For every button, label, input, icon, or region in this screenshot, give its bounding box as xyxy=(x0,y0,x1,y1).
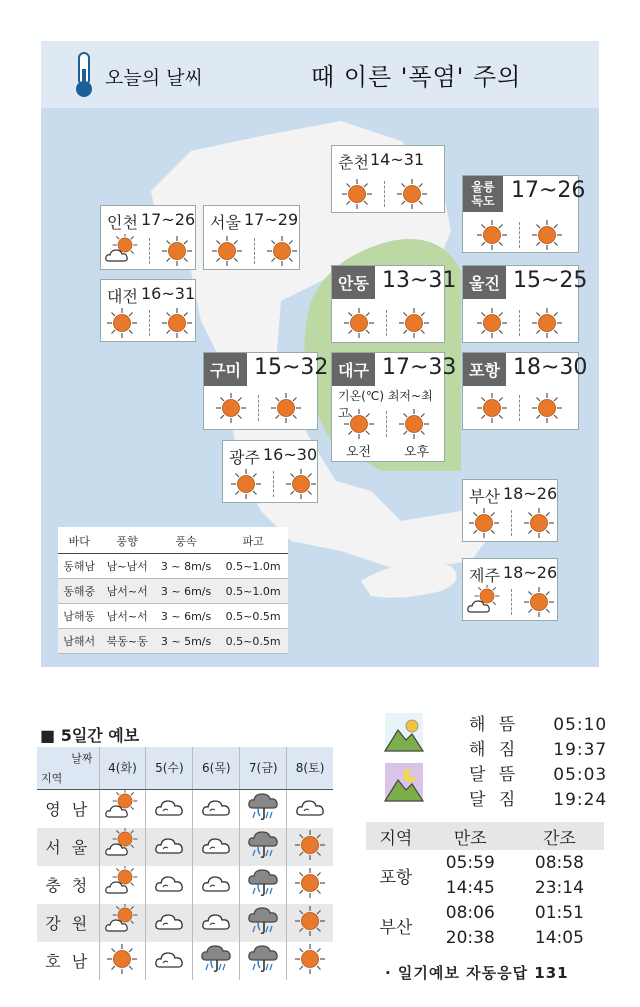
cloud-icon xyxy=(152,904,186,938)
city-name-box: 울릉 독도 xyxy=(463,176,503,212)
city-temp: 16~30 xyxy=(263,445,318,464)
city-daejeon xyxy=(100,279,196,342)
sun-icon xyxy=(269,391,303,425)
city-jeju xyxy=(462,558,558,621)
footer-hotline: · 일기예보 자동응답 131 xyxy=(385,964,569,982)
city-andong xyxy=(331,265,457,343)
table-row xyxy=(37,904,333,942)
table-row xyxy=(37,942,333,980)
rain-icon xyxy=(199,942,233,976)
sun-icon xyxy=(214,391,248,425)
thermometer-icon xyxy=(71,51,97,99)
sun-icon xyxy=(293,942,327,976)
region-name: 충 청 xyxy=(37,866,99,904)
city-busan xyxy=(462,479,558,542)
city-pohang xyxy=(462,352,588,430)
city-temp: 17~26 xyxy=(141,210,196,229)
city-name-box: 대구 xyxy=(332,353,375,386)
tide-region: 포항 xyxy=(379,867,413,888)
day-header: 4(화) xyxy=(99,747,146,789)
tide-region: 부산 xyxy=(379,917,413,938)
sun-icon xyxy=(475,218,509,252)
legend-pm: 오후 xyxy=(404,445,430,460)
tide-header: 만조 xyxy=(426,822,515,850)
city-temp: 15~25 xyxy=(513,268,588,293)
city-name: 인천 xyxy=(107,213,138,232)
city-temp: 17~33 xyxy=(382,355,457,380)
partly-sunny-icon xyxy=(105,828,139,862)
forecast-title: ■ 5일간 예보 xyxy=(40,726,140,745)
sunrise-row: 해 뜸 05:10 xyxy=(469,715,608,735)
sunset-row: 해 짐 19:37 xyxy=(469,740,608,760)
map-header xyxy=(41,41,599,108)
city-incheon xyxy=(100,205,196,270)
sun-icon xyxy=(397,407,431,441)
cloud-icon xyxy=(199,828,233,862)
moonrise-row: 달 뜸 05:03 xyxy=(469,765,608,785)
sea-header: 파고 xyxy=(218,527,288,554)
region-name: 영 남 xyxy=(37,789,99,828)
city-temp: 18~26 xyxy=(503,563,558,582)
sun-icon xyxy=(160,234,194,268)
rain-icon xyxy=(246,866,280,900)
cloud-icon xyxy=(152,828,186,862)
city-name: 서울 xyxy=(210,213,241,232)
city-temp: 18~30 xyxy=(513,355,588,380)
region-name: 서 울 xyxy=(37,828,99,866)
table-row: 남해서 북동~동 3 ~ 5m/s 0.5~0.5m xyxy=(58,629,288,654)
rain-icon xyxy=(246,790,280,824)
sun-icon xyxy=(210,234,244,268)
sunrise-mountain-icon xyxy=(384,712,424,752)
sun-icon xyxy=(475,391,509,425)
city-gumi xyxy=(203,352,329,430)
sun-icon xyxy=(160,306,194,340)
city-ulleung xyxy=(462,175,586,253)
legend-caption: 기온(℃) 최저~최고 xyxy=(338,389,433,420)
city-temp: 16~31 xyxy=(141,284,196,303)
city-gwangju xyxy=(222,440,318,503)
city-temp: 17~26 xyxy=(511,178,586,203)
table-row: 14:45 23:14 xyxy=(445,877,584,898)
partly-sunny-icon xyxy=(105,866,139,900)
sun-icon xyxy=(395,177,429,211)
sea-header: 바다 xyxy=(58,527,100,554)
cloud-icon xyxy=(152,866,186,900)
sun-icon xyxy=(229,467,263,501)
city-name-box: 울진 xyxy=(463,266,506,299)
table-row xyxy=(37,828,333,866)
sun-icon xyxy=(467,506,501,540)
corner-header: 날짜 지역 xyxy=(37,747,99,789)
legend-am: 오전 xyxy=(346,445,372,460)
moon-mountain-icon xyxy=(384,762,424,802)
cloud-icon xyxy=(199,866,233,900)
city-name: 제주 xyxy=(469,566,500,585)
table-row: 동해중 남서~서 3 ~ 6m/s 0.5~1.0m xyxy=(58,579,288,604)
sun-icon xyxy=(293,828,327,862)
city-name-box: 안동 xyxy=(332,266,375,299)
sun-icon xyxy=(342,306,376,340)
city-name-box: 포항 xyxy=(463,353,506,386)
headline: 때 이른 '폭염' 주의 xyxy=(311,63,522,91)
cloud-icon xyxy=(152,790,186,824)
sun-icon xyxy=(105,942,139,976)
cloud-icon xyxy=(199,904,233,938)
day-header: 8(토) xyxy=(287,747,333,789)
day-header: 7(금) xyxy=(240,747,287,789)
partly-sunny-icon xyxy=(105,790,139,824)
rain-icon xyxy=(246,904,280,938)
sun-icon xyxy=(530,218,564,252)
table-row: 포항 05:59 08:58 xyxy=(366,850,604,875)
city-name: 광주 xyxy=(229,448,260,467)
sun-icon xyxy=(284,467,318,501)
table-row: 남해동 남서~서 3 ~ 6m/s 0.5~0.5m xyxy=(58,604,288,629)
sun-icon xyxy=(265,234,299,268)
tide-table xyxy=(366,822,604,950)
city-name: 춘천 xyxy=(338,153,369,172)
sea-conditions-table xyxy=(58,527,288,654)
city-temp: 18~26 xyxy=(503,484,558,503)
city-temp: 14~31 xyxy=(370,150,425,169)
five-day-forecast-table xyxy=(37,747,333,980)
partly-sunny-icon xyxy=(105,234,139,268)
region-name: 호 남 xyxy=(37,942,99,980)
rain-icon xyxy=(246,828,280,862)
table-row xyxy=(37,866,333,904)
table-row: 20:38 14:05 xyxy=(445,927,584,948)
sun-icon xyxy=(293,904,327,938)
sun-icon xyxy=(105,306,139,340)
moonset-row: 달 짐 19:24 xyxy=(469,790,608,810)
sun-icon xyxy=(530,306,564,340)
tide-header: 지역 xyxy=(366,822,426,850)
sun-icon xyxy=(530,391,564,425)
city-daegu xyxy=(331,352,457,462)
day-header: 6(목) xyxy=(193,747,240,789)
sun-icon xyxy=(342,407,376,441)
sea-header: 풍향 xyxy=(100,527,153,554)
sun-icon xyxy=(340,177,374,211)
sun-icon xyxy=(475,306,509,340)
city-name: 부산 xyxy=(469,487,500,506)
city-seoul xyxy=(203,205,300,270)
day-header: 5(수) xyxy=(146,747,193,789)
sun-icon xyxy=(293,866,327,900)
sun-icon xyxy=(522,506,556,540)
city-temp: 13~31 xyxy=(382,268,457,293)
table-row xyxy=(37,789,333,828)
city-name: 대전 xyxy=(107,287,138,306)
sun-icon xyxy=(522,585,556,619)
header-title: 오늘의 날씨 xyxy=(105,67,203,89)
rain-icon xyxy=(246,942,280,976)
city-temp: 15~32 xyxy=(254,355,329,380)
partly-sunny-icon xyxy=(467,585,501,619)
city-chuncheon xyxy=(331,145,445,213)
city-uljin xyxy=(462,265,588,343)
sea-header: 풍속 xyxy=(154,527,218,554)
cloud-icon xyxy=(152,942,186,976)
city-name-box: 구미 xyxy=(204,353,247,386)
table-row: 부산 08:06 01:51 xyxy=(366,900,604,925)
partly-sunny-icon xyxy=(105,904,139,938)
region-name: 강 원 xyxy=(37,904,99,942)
sun-icon xyxy=(397,306,431,340)
cloud-icon xyxy=(293,790,327,824)
tide-header: 간조 xyxy=(515,822,604,850)
city-temp: 17~29 xyxy=(244,210,299,229)
table-row: 동해남 남~남서 3 ~ 8m/s 0.5~1.0m xyxy=(58,554,288,579)
cloud-icon xyxy=(199,790,233,824)
